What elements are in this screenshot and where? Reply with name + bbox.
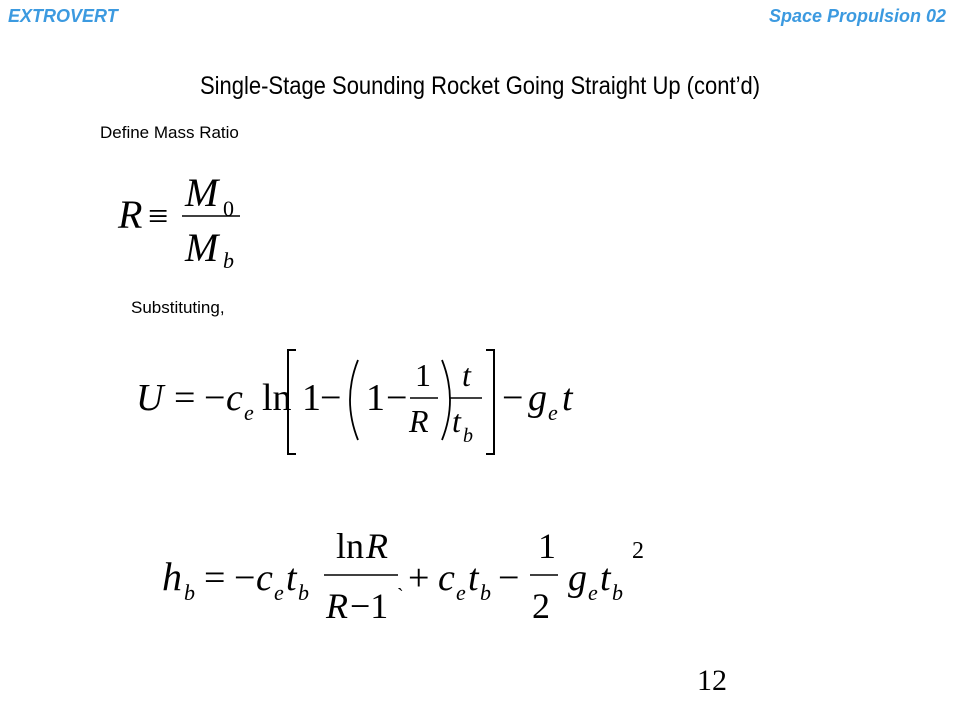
svg-text:t: t bbox=[286, 557, 297, 599]
svg-text:g: g bbox=[568, 557, 587, 599]
svg-text:U: U bbox=[136, 377, 164, 419]
svg-text:e: e bbox=[274, 580, 284, 605]
svg-text:1: 1 bbox=[366, 377, 385, 419]
svg-text:g: g bbox=[528, 377, 547, 419]
svg-text:2: 2 bbox=[632, 538, 644, 564]
svg-text:R: R bbox=[118, 192, 143, 237]
svg-text:+: + bbox=[408, 557, 430, 599]
svg-text:R: R bbox=[366, 526, 388, 566]
svg-text:ln: ln bbox=[262, 377, 292, 419]
svg-text:e: e bbox=[588, 580, 598, 605]
svg-text:R: R bbox=[409, 403, 429, 439]
svg-text:h: h bbox=[162, 554, 182, 599]
svg-text:b: b bbox=[612, 580, 623, 605]
svg-text:b: b bbox=[298, 580, 309, 605]
svg-text:−: − bbox=[386, 377, 408, 419]
header-right-label: Space Propulsion 02 bbox=[768, 6, 946, 26]
svg-text:b: b bbox=[480, 580, 491, 605]
svg-text:−: − bbox=[234, 557, 256, 599]
svg-text:−: − bbox=[320, 377, 342, 419]
svg-text:t: t bbox=[452, 403, 461, 439]
define-mass-ratio-label: Define Mass Ratio bbox=[100, 123, 239, 142]
svg-text:−: − bbox=[502, 377, 524, 419]
svg-text:≡: ≡ bbox=[148, 196, 169, 236]
slide-title: Single-Stage Sounding Rocket Going Straight Up (cont’d) bbox=[199, 72, 761, 100]
burnout-height-equation bbox=[158, 518, 658, 643]
svg-text:R: R bbox=[326, 586, 348, 626]
svg-text:0: 0 bbox=[223, 196, 234, 221]
svg-text:t: t bbox=[562, 377, 573, 419]
svg-text:−: − bbox=[204, 377, 226, 419]
velocity-equation bbox=[130, 340, 590, 465]
svg-text:c: c bbox=[438, 557, 455, 599]
page-number: 12 bbox=[697, 664, 727, 697]
svg-text:−1: −1 bbox=[350, 586, 389, 626]
svg-text:c: c bbox=[256, 557, 273, 599]
substituting-label: Substituting, bbox=[131, 298, 225, 317]
svg-text:c: c bbox=[226, 377, 243, 419]
header-left-label: EXTROVERT bbox=[8, 6, 118, 26]
mass-ratio-equation bbox=[110, 168, 260, 273]
svg-text:`: ` bbox=[397, 585, 404, 607]
svg-text:=: = bbox=[174, 377, 196, 419]
svg-text:=: = bbox=[204, 557, 226, 599]
svg-text:e: e bbox=[244, 400, 254, 425]
svg-text:ln: ln bbox=[336, 526, 365, 566]
svg-text:e: e bbox=[548, 400, 558, 425]
svg-text:e: e bbox=[456, 580, 466, 605]
svg-text:b: b bbox=[223, 248, 234, 273]
svg-text:2: 2 bbox=[532, 586, 550, 626]
svg-text:1: 1 bbox=[538, 526, 556, 566]
svg-text:t: t bbox=[462, 357, 471, 393]
svg-text:1: 1 bbox=[415, 357, 431, 393]
svg-text:M: M bbox=[185, 170, 219, 215]
svg-text:b: b bbox=[463, 425, 473, 447]
svg-text:1: 1 bbox=[302, 377, 321, 419]
svg-text:t: t bbox=[468, 557, 479, 599]
svg-text:t: t bbox=[600, 557, 611, 599]
svg-text:M: M bbox=[185, 225, 219, 270]
svg-text:b: b bbox=[184, 580, 195, 605]
svg-text:−: − bbox=[498, 557, 520, 599]
